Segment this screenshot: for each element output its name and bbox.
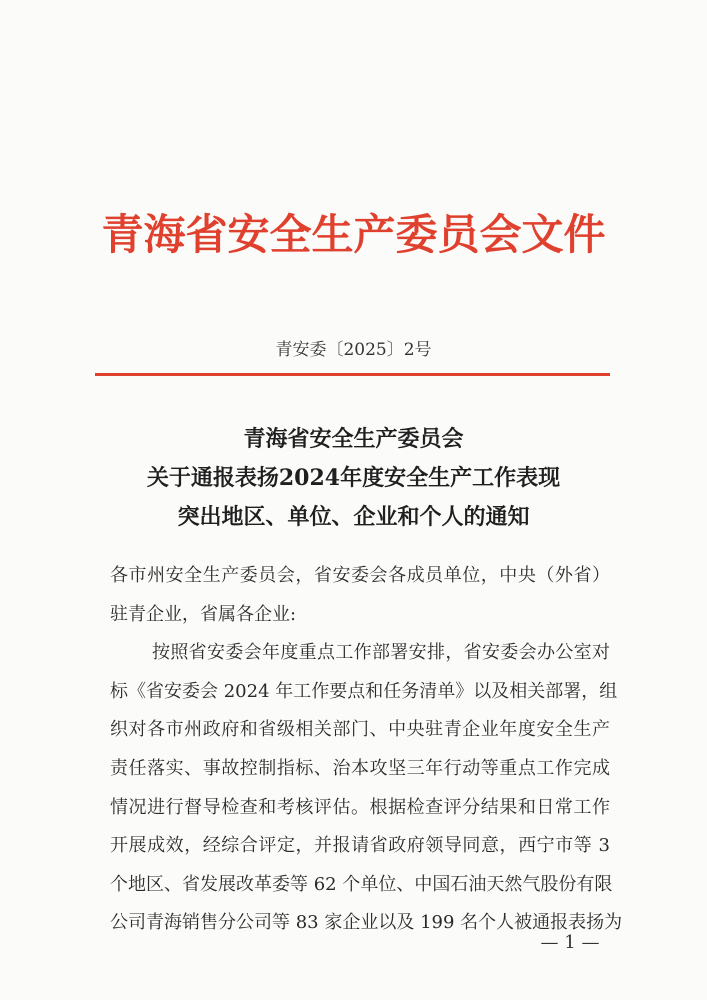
red-divider-line [95,373,610,376]
body-line: 各市州安全生产委员会，省安委会各成员单位，中央（外省） [110,565,610,586]
body-line: 开展成效，经综合评定，并报请省政府领导同意，西宁市等 3 [110,835,610,857]
notice-title-line-3: 突出地区、单位、企业和个人的通知 [177,504,530,530]
body-line: 驻青企业，省属各企业: [110,603,297,625]
notice-title [0,420,707,537]
document-number: 青安委〔2025〕2号 [275,340,432,360]
body-line: 按照省安委会年度重点工作部署安排，省安委会办公室对 [152,642,610,664]
body-line: 公司青海销售分公司等 83 家企业以及 199 名个人被通报表扬为 [110,912,623,934]
page-number: — 1 — [540,932,600,953]
body-line: 情况进行督导检查和考核评估。根据检查评分结果和日常工作 [110,796,610,818]
notice-title-line-1: 青海省安全生产委员会 [243,426,464,452]
body-line: 标《省安委会 2024 年工作要点和任务清单》以及相关部署，组 [110,680,618,702]
body-text [0,557,707,943]
body-line: 个地区、省发展改革委等 62 个单位、中国石油天然气股份有限 [110,873,613,895]
document-header-title: 青海省安全生产委员会文件 [101,210,606,259]
notice-title-line-2: 关于通报表扬2024年度安全生产工作表现 [146,465,561,491]
body-line: 织对各市州政府和省级相关部门、中央驻青企业年度安全生产 [110,719,610,741]
body-line: 责任落实、事故控制指标、治本攻坚三年行动等重点工作完成 [110,757,610,779]
